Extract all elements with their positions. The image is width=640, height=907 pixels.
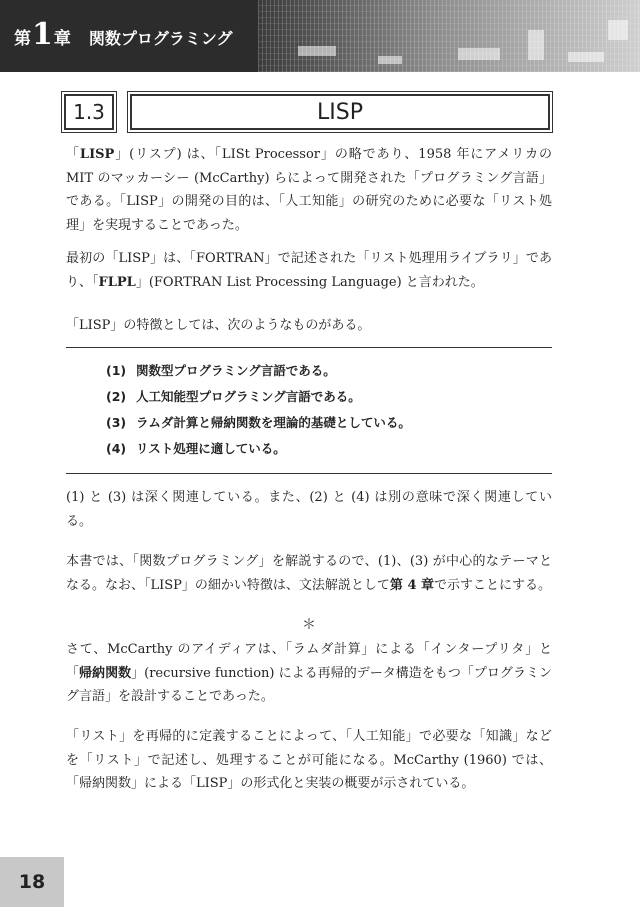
- chapter-suffix: 章: [53, 29, 71, 49]
- feature-list: [106, 358, 411, 462]
- list-item-number: (2): [106, 389, 127, 404]
- list-item: [106, 436, 411, 462]
- chapter-title: [14, 17, 233, 52]
- list-item: [106, 358, 411, 384]
- paragraph-features-lead: 「LISP」の特徴としては、次のようなものがある。: [66, 318, 371, 333]
- list-item-number: (1): [106, 363, 127, 378]
- list-bottom-rule: [66, 473, 552, 474]
- paragraph-relation: (1) と (3) は深く関連している。また、(2) と (4) は別の意味で深く関連している。: [66, 490, 552, 529]
- section-number: 1.3: [64, 94, 114, 130]
- paragraph-flpl: 最初の「LISP」は、「FORTRAN」で記述された「リスト処理用ライブラリ」であり、「FLPL」(FORTRAN List Processing Language) と言われた。: [66, 251, 552, 290]
- list-item: [106, 384, 411, 410]
- paragraph-intro: 「LISP」(リスプ) は、「LISt Processor」の略であり、1958 年にアメリカの MIT のマッカーシー (McCarthy) らによって開発された「プログラミング言語」である。「LISP」の開発の目的は、「人工知能」の研究のために必要な「リスト処理」を実現することであった。: [66, 147, 552, 233]
- chapter-name: 関数プログラミング: [88, 29, 233, 48]
- section-title: LISP: [130, 94, 550, 130]
- list-item-text: 人工知能型プログラミング言語である。: [136, 389, 361, 404]
- chapter-number: 1: [32, 17, 53, 52]
- header-decorative-pattern: [258, 0, 640, 72]
- list-item-number: (4): [106, 441, 127, 456]
- paragraph-book-focus: 本書では、「関数プログラミング」を解説するので、(1)、(3) が中心的なテーマとなる。なお、「LISP」の細かい特徴は、文法解説として第 4 章で示すことにする。: [66, 554, 552, 593]
- paragraph-mccarthy-idea: さて、McCarthy のアイディアは、「ラムダ計算」による「インタープリタ」と「帰納関数」(recursive function) による再帰的データ構造をもつ「プログラミング言語」を設計することであった。: [66, 642, 552, 704]
- list-item-text: ラムダ計算と帰納関数を理論的基礎としている。: [136, 415, 411, 430]
- list-item-text: 関数型プログラミング言語である。: [136, 363, 336, 378]
- chapter-header: [0, 0, 640, 72]
- list-item-text: リスト処理に適している。: [136, 441, 286, 456]
- list-top-rule: [66, 347, 552, 348]
- list-item-number: (3): [106, 415, 127, 430]
- paragraph-recursive-list: 「リスト」を再帰的に定義することによって、「人工知能」で必要な「知識」などを「リスト」で記述し、処理することが可能になる。McCarthy (1960) では、「帰納関数」による「LISP」の形式化と実装の概要が示されている。: [66, 729, 552, 791]
- section-break-asterisk: ＊: [302, 617, 316, 633]
- list-item: [106, 410, 411, 436]
- chapter-prefix: 第: [14, 29, 31, 49]
- page-number: 18: [0, 857, 64, 907]
